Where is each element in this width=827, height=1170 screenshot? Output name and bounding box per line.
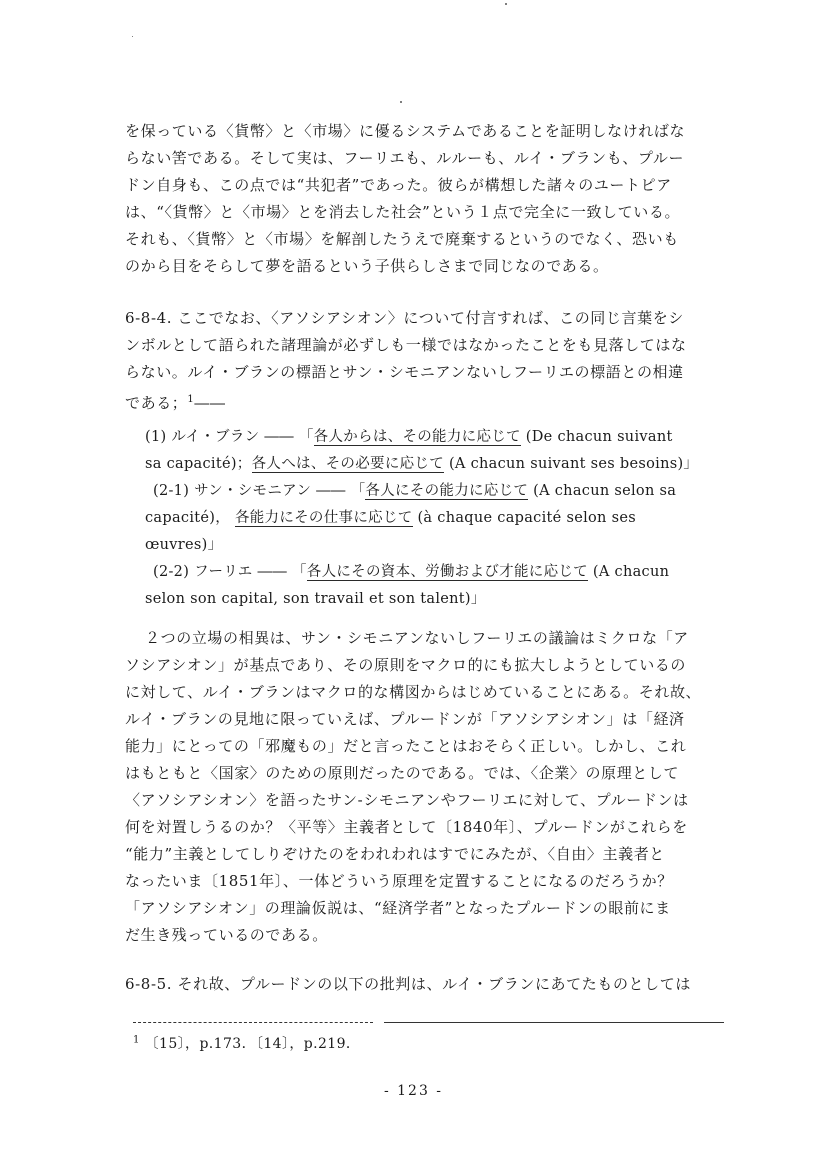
- footnote: [133, 1033, 360, 1053]
- slogan-french: capacité)，: [145, 510, 231, 526]
- paragraph-line: ドン自身も、この点では“共犯者”であった。彼らが構想した諸々のユートピア: [125, 176, 672, 194]
- paragraph-line: [125, 386, 735, 413]
- slogan-label: (2-1) サン・シモニアン ―― 「: [153, 483, 366, 499]
- paragraph-line: ルイ・ブランの見地に限っていえば、プルードンが「アソシアシオン」は「経済: [125, 710, 685, 728]
- paragraph-line: “能力”主義としてしりぞけたのをわれわれはすでにみたが、〈自由〉主義者と: [125, 845, 665, 863]
- paragraph-line: らない筈である。そして実は、フーリエも、ルルーも、ルイ・ブランも、プルー: [125, 149, 685, 167]
- slogan-underlined: 各人からは、その能力に応じて: [313, 429, 521, 445]
- paragraph-line: 能力」にとっての「邪魔もの」だと言ったことはおそらく正しい。しかし、これ: [125, 737, 687, 755]
- paragraph-line: 6-8-5. それ故、プルードンの以下の批判は、ルイ・ブランにあてたものとしては: [125, 975, 691, 993]
- scan-speck: [400, 101, 402, 103]
- page-number: - 123 -: [383, 1083, 444, 1099]
- slogan-item: [145, 532, 735, 559]
- slogan-french: (De chacun suivant: [525, 429, 673, 445]
- slogan-label: (2-2) フーリエ ―― 「: [153, 564, 307, 580]
- slogan-french: œuvres)」: [145, 537, 223, 553]
- slogan-item: [145, 424, 735, 451]
- slogan-item: [145, 505, 735, 532]
- paragraph-3: [125, 625, 735, 949]
- slogan-french: (A chacun: [592, 564, 670, 580]
- footnote-ref: 1: [187, 394, 195, 405]
- slogan-label: (1) ルイ・ブラン ―― 「: [145, 429, 314, 445]
- slogan-list: [145, 424, 735, 613]
- slogan-french: (A chacun selon sa: [533, 483, 677, 499]
- paragraph-line: ソシアシオン」が基点であり、その原則をマクロ的にも拡大しようとしているの: [125, 656, 687, 674]
- em-dash: ――: [194, 394, 226, 412]
- paragraph-2: [125, 305, 735, 413]
- paragraph-line: なったいま〔1851年〕、一体どういう原理を定置することになるのだろうか？: [125, 872, 673, 890]
- paragraph-4: [125, 971, 735, 998]
- paragraph-line: に対して、ルイ・ブランはマクロ的な構図からはじめていることにある。それ故、: [125, 683, 702, 701]
- paragraph-line: 6-8-4. ここでなお、〈アソシアシオン〉について付言すれば、この同じ言葉をシ: [125, 309, 684, 327]
- paragraph-line: 〈アソシアシオン〉を語ったサン-シモニアンやフーリエに対して、プルードンは: [125, 791, 689, 809]
- paragraph-line: はもともと〈国家〉のための原則だったのである。では、〈企業〉の原理として: [125, 764, 680, 782]
- paragraph-line: のから目をそらして夢を語るという子供らしさまで同じなのである。: [125, 257, 609, 275]
- footnote-divider: [133, 1022, 373, 1023]
- paragraph-line: それも、〈貨幣〉と〈市場〉を解剖したうえで廃棄するというのでなく、恐いも: [125, 230, 679, 248]
- scan-speck: [132, 36, 133, 37]
- footnote-number: 1: [133, 1034, 140, 1046]
- slogan-french: (à chaque capacité selon ses: [417, 510, 636, 526]
- slogan-underlined: 各人にその能力に応じて: [365, 483, 529, 499]
- paragraph-line-text: である；: [125, 394, 188, 412]
- slogan-item: [145, 478, 735, 505]
- slogan-underlined: 各人へは、その必要に応じて: [251, 456, 445, 472]
- footnote-text: 〔15〕，p.173．〔14〕，p.219．: [144, 1036, 361, 1052]
- slogan-french: (A chacun suivant ses besoins)」: [448, 456, 699, 472]
- paragraph-line: ２つの立場の相異は、サン・シモニアンないしフーリエの議論はミクロな「ア: [145, 629, 689, 647]
- paragraph-line: 「アソシアシオン」の理論仮説は、“経済学者”となったプルードンの眼前にま: [125, 899, 671, 917]
- paragraph-1: [125, 118, 735, 280]
- paragraph-line: ンボルとして語られた諸理論が必ずしも一様ではなかったことをも見落してはな: [125, 336, 687, 354]
- paragraph-line: を保っている〈貨幣〉と〈市場〉に優るシステムであることを証明しなければな: [125, 122, 686, 140]
- slogan-underlined: 各能力にその仕事に応じて: [234, 510, 413, 526]
- slogan-item: [145, 559, 735, 586]
- slogan-item: [145, 451, 735, 478]
- paragraph-line: らない。ルイ・ブランの標語とサン・シモニアンないしフーリエの標語との相違: [125, 363, 684, 381]
- scan-speck: [505, 3, 507, 5]
- slogan-french: sa capacité)；: [145, 456, 252, 472]
- slogan-french: selon son capital, son travail et son talent)」: [145, 591, 486, 607]
- footnote-divider: [384, 1022, 724, 1023]
- paragraph-line: 何を対置しうるのか？〈平等〉主義者として〔1840年〕、プルードンがこれらを: [125, 818, 688, 836]
- slogan-item: [145, 586, 735, 613]
- slogan-underlined: 各人にその資本、労働および才能に応じて: [306, 564, 588, 580]
- paragraph-line: は、“〈貨幣〉と〈市場〉とを消去した社会”という１点で完全に一致している。: [125, 203, 681, 221]
- paragraph-line: だ生き残っているのである。: [125, 926, 328, 944]
